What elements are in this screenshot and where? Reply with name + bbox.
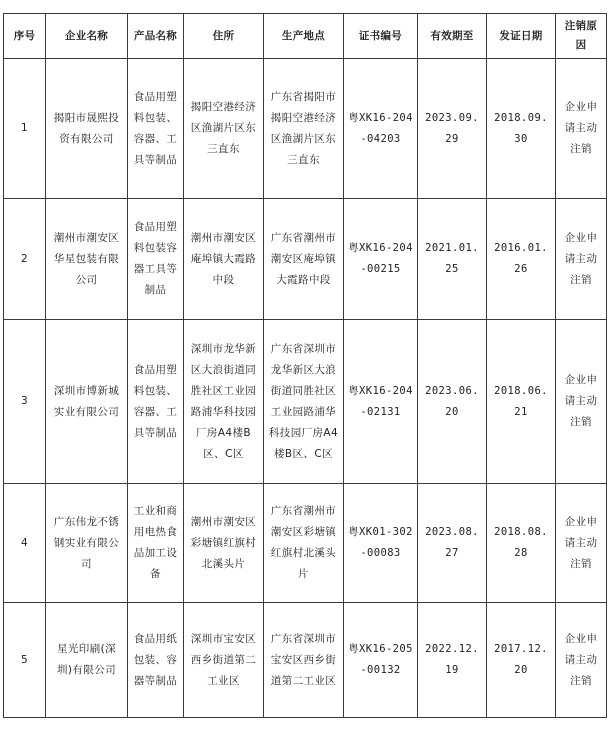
cell-issue-date: 2018.09.30 [487,59,556,199]
table-row [4,59,607,199]
cell-address: 揭阳空港经济区渔湖片区东三直东 [184,59,264,199]
cell-valid-until: 2023.09.29 [418,59,487,199]
cell-issue-date: 2018.06.21 [487,320,556,484]
cell-cert-no: 粤XK16-204-02131 [344,320,418,484]
column-header-reason: 注销原因 [556,14,607,59]
cell-issue-date: 2017.12.20 [487,603,556,718]
cell-reason: 企业申请主动注销 [556,320,607,484]
cell-cert-no: 粤XK16-204-04203 [344,59,418,199]
cell-address: 潮州市潮安区彩塘镇红旗村北溪头片 [184,484,264,603]
cell-location: 广东省揭阳市揭阳空港经济区渔湖片区东三直东 [264,59,344,199]
cell-cert-no: 粤XK01-302-00083 [344,484,418,603]
table-header-row [4,14,607,59]
cell-reason: 企业申请主动注销 [556,199,607,320]
cell-issue-date: 2018.08.28 [487,484,556,603]
cell-issue-date: 2016.01.26 [487,199,556,320]
cell-company: 揭阳市晟熙投资有限公司 [46,59,128,199]
cell-seq: 5 [4,603,46,718]
cell-cert-no: 粤XK16-205-00132 [344,603,418,718]
cell-company: 潮州市潮安区华星包装有限公司 [46,199,128,320]
cell-location: 广东省潮州市潮安区彩塘镇红旗村北溪头片 [264,484,344,603]
certificate-cancellation-table [3,13,607,718]
column-header-location: 生产地点 [264,14,344,59]
cell-company: 星光印刷(深圳)有限公司 [46,603,128,718]
cell-location: 广东省潮州市潮安区庵埠镇大霞路中段 [264,199,344,320]
cell-seq: 3 [4,320,46,484]
cell-reason: 企业申请主动注销 [556,603,607,718]
cell-reason: 企业申请主动注销 [556,484,607,603]
cell-product: 食品用塑料包装容器工具等制品 [128,199,184,320]
cell-address: 深圳市龙华新区大浪街道同胜社区工业园路浦华科技园厂房A4楼B区、C区 [184,320,264,484]
cell-product: 工业和商用电热食品加工设备 [128,484,184,603]
cell-seq: 1 [4,59,46,199]
table-row [4,484,607,603]
cell-valid-until: 2021.01.25 [418,199,487,320]
column-header-seq: 序号 [4,14,46,59]
cell-valid-until: 2022.12.19 [418,603,487,718]
cell-product: 食品用塑料包装、容器、工具等制品 [128,59,184,199]
cell-valid-until: 2023.08.27 [418,484,487,603]
cell-reason: 企业申请主动注销 [556,59,607,199]
cell-address: 潮州市潮安区庵埠镇大霞路中段 [184,199,264,320]
column-header-issue-date: 发证日期 [487,14,556,59]
table-row [4,199,607,320]
cell-location: 广东省深圳市宝安区西乡街道第二工业区 [264,603,344,718]
column-header-cert-no: 证书编号 [344,14,418,59]
cell-company: 广东伟龙不锈钢实业有限公司 [46,484,128,603]
cell-seq: 4 [4,484,46,603]
cell-valid-until: 2023.06.20 [418,320,487,484]
column-header-product: 产品名称 [128,14,184,59]
cell-address: 深圳市宝安区西乡街道第二工业区 [184,603,264,718]
cell-cert-no: 粤XK16-204-00215 [344,199,418,320]
cell-product: 食品用纸包装、容器等制品 [128,603,184,718]
cell-seq: 2 [4,199,46,320]
cell-location: 广东省深圳市龙华新区大浪街道同胜社区工业园路浦华科技园厂房A4楼B区、C区 [264,320,344,484]
column-header-valid-until: 有效期至 [418,14,487,59]
column-header-company: 企业名称 [46,14,128,59]
cell-product: 食品用塑料包装、容器、工具等制品 [128,320,184,484]
cell-company: 深圳市博新城实业有限公司 [46,320,128,484]
table-row [4,320,607,484]
column-header-address: 住所 [184,14,264,59]
table-row [4,603,607,718]
